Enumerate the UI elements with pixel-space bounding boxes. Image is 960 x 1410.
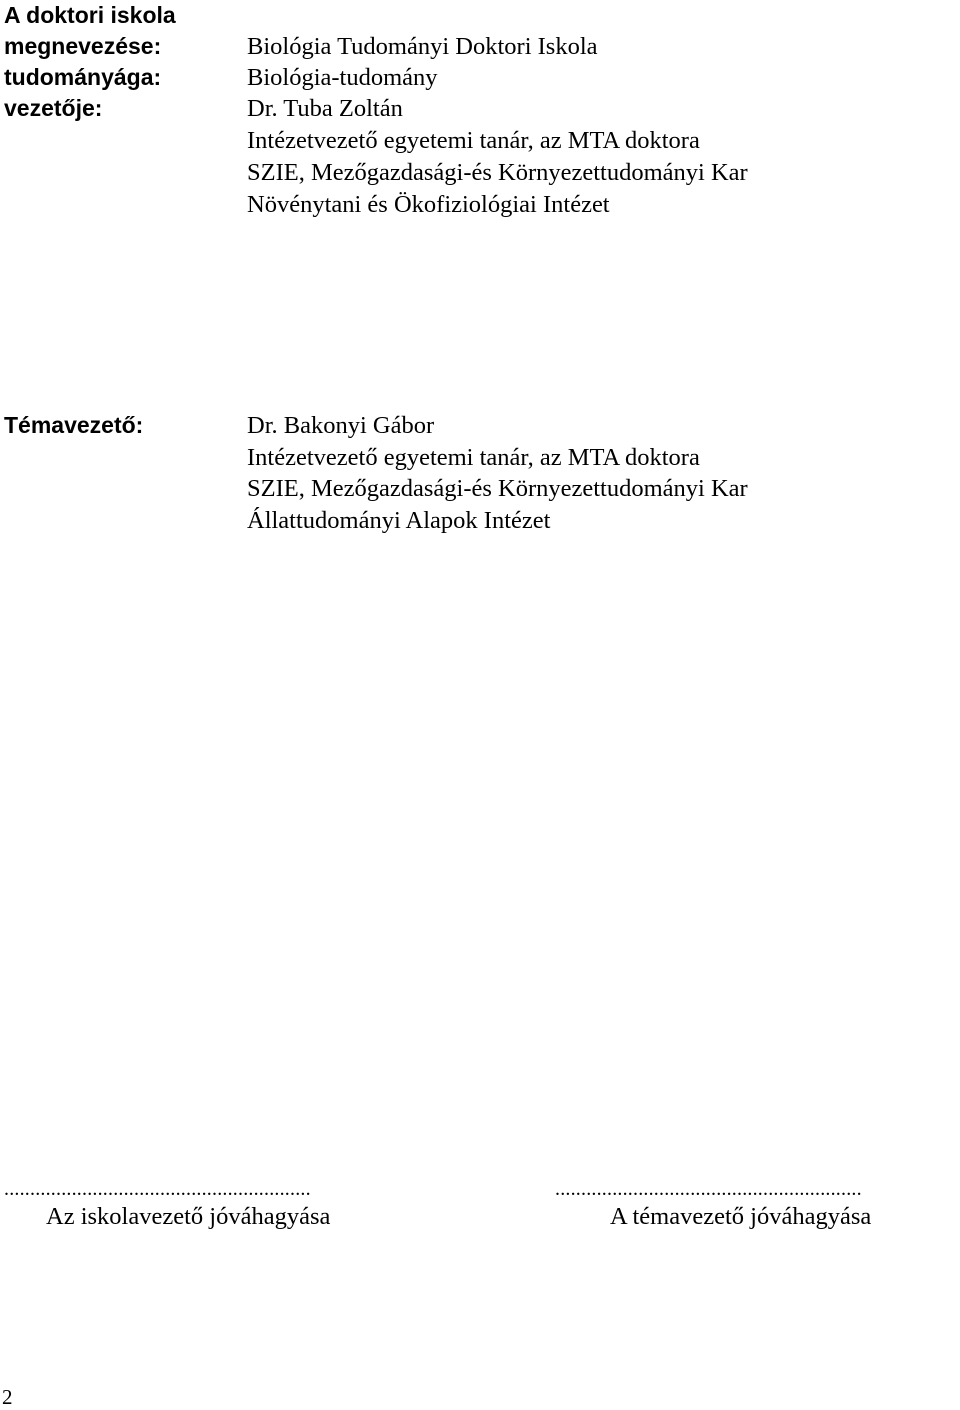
school-head-approval-label: Az iskolavezető jóváhagyása [46,1203,331,1230]
school-head-faculty: SZIE, Mezőgazdasági-és Környezettudományi Kar [247,159,748,186]
page-number: 2 [2,1385,13,1409]
school-name-label: megnevezése: [4,33,162,59]
supervisor-label: Témavezető: [4,412,144,438]
school-name-value: Biológia Tudományi Doktori Iskola [247,33,598,60]
school-head-name: Dr. Tuba Zoltán [247,95,403,122]
school-head-label: vezetője: [4,95,103,121]
school-field-value: Biológia-tudomány [247,64,438,91]
school-label-line1: A doktori iskola [4,2,176,28]
signature-line-right: ........................................................... [555,1178,862,1200]
supervisor-faculty: SZIE, Mezőgazdasági-és Környezettudományi Kar [247,475,748,502]
supervisor-institute: Állattudományi Alapok Intézet [247,507,551,534]
signature-line-left: ........................................................... [4,1178,311,1200]
supervisor-title: Intézetvezető egyetemi tanár, az MTA doktora [247,444,700,471]
supervisor-name: Dr. Bakonyi Gábor [247,412,435,439]
school-field-label: tudományága: [4,64,162,90]
school-head-institute: Növénytani és Ökofiziológiai Intézet [247,191,610,218]
supervisor-approval-label: A témavezető jóváhagyása [610,1203,872,1230]
school-head-title: Intézetvezető egyetemi tanár, az MTA doktora [247,127,700,154]
